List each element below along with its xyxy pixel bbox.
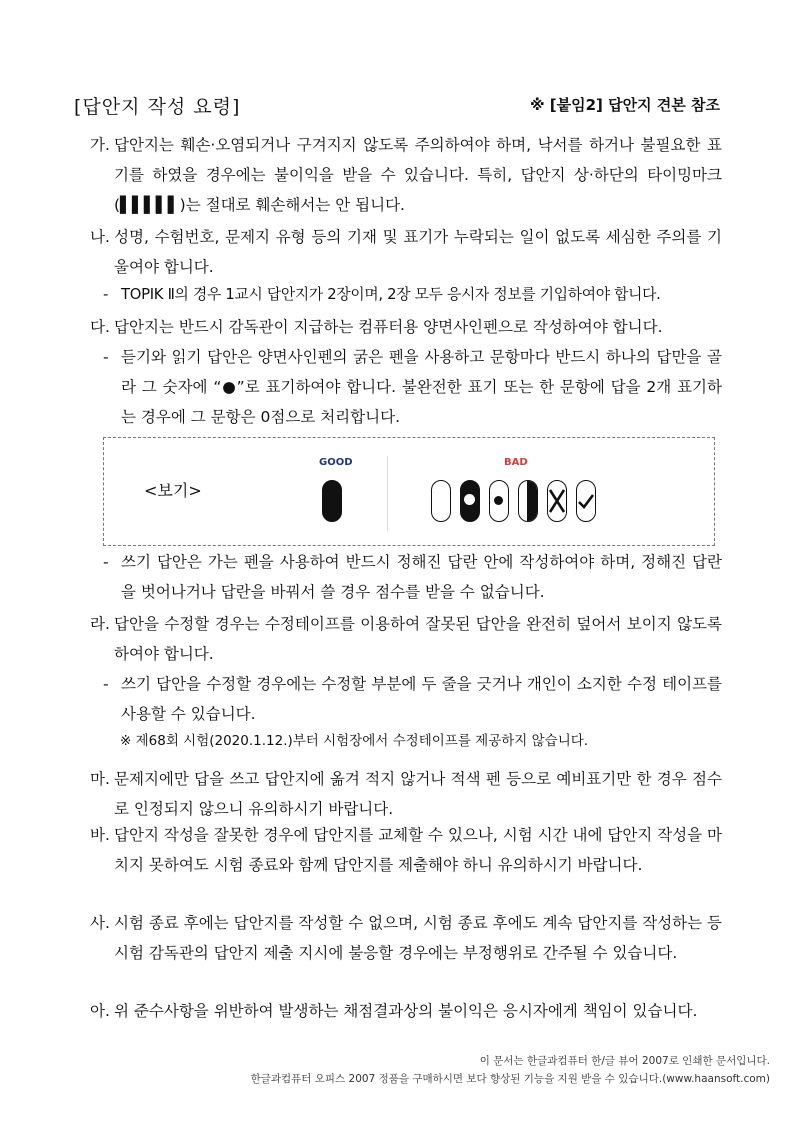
subsection-na (103, 280, 722, 310)
section-ma (90, 764, 722, 824)
section-text: 성명, 수험번호, 문제지 유형 등의 기재 및 표기가 누락되는 일이 없도록 세심한 주의를 기울여야 합니다. (114, 228, 722, 276)
example-box (103, 437, 715, 546)
subsection-ra (103, 669, 722, 729)
section-text: 답안을 수정할 경우는 수정테이프를 이용하여 잘못된 답안을 완전히 덮어서 보이지 않도록 하여야 합니다. (114, 615, 722, 663)
subsection-text: 듣기와 읽기 답안은 양면사인펜의 굵은 펜을 사용하고 문항마다 반드시 하나의 답만을 골라 그 숫자에 “●”로 표기하여야 합니다. 불완전한 표기 또는 한 문항에 답을 2개 표기하는 경우에 그 문항은 0점으로 처리합니다. (121, 348, 722, 426)
footer-line-2: 한글과컴퓨터 오피스 2007 정품을 구매하시면 보다 향상된 기능을 지원 받을 수 있습니다.(www.haansoft.com) (250, 1073, 770, 1085)
section-na (90, 222, 722, 282)
bad-check-mark-oval (576, 480, 596, 522)
section-marker: 나. (90, 228, 110, 246)
bad-x-mark-oval (547, 480, 567, 522)
check-mark-icon (577, 481, 595, 521)
section-text: 시험 종료 후에는 답안지를 작성할 수 없으며, 시험 종료 후에도 계속 답안지를 작성하는 등 시험 감독관의 답안지 제출 지시에 불응할 경우에는 부정행위로 간주될 수 있습니다. (114, 914, 723, 962)
bad-half-filled-oval (518, 480, 538, 522)
notice-note: ※ 제68회 시험(2020.1.12.)부터 시험장에서 수정테이프를 제공하지 않습니다. (120, 733, 589, 749)
reference-note: ※ [붙임2] 답안지 견본 참조 (529, 96, 720, 114)
x-mark-icon (548, 481, 566, 521)
bad-empty-oval (431, 480, 451, 522)
section-marker: 라. (90, 615, 110, 633)
subsection-da-1 (103, 342, 722, 432)
subsection-marker: - (103, 553, 109, 571)
section-marker: 다. (90, 318, 110, 336)
subsection-marker: - (103, 675, 109, 693)
subsection-marker: - (103, 286, 109, 303)
subsection-text: TOPIK Ⅱ의 경우 1교시 답안지가 2장이며, 2장 모두 응시자 정보를 기입하여야 합니다. (121, 286, 661, 303)
good-filled-oval (322, 480, 342, 522)
section-text: 답안지는 훼손·오염되거나 구겨지지 않도록 주의하여야 하며, 낙서를 하거나 불필요한 표기를 하였을 경우에는 불이익을 받을 수 있습니다. 특히, 답안지 상·하단의 타이밍마크(▌▌▌▌▌)는 절대로 훼손해서는 안 됩니다. (114, 136, 722, 214)
bad-small-dot-oval (489, 480, 509, 522)
section-ba (90, 820, 722, 880)
subsection-marker: - (103, 348, 109, 366)
subsection-da-2 (103, 547, 722, 607)
footer-line-1: 이 문서는 한글과컴퓨터 한/글 뷰어 2007로 인쇄한 문서입니다. (479, 1055, 770, 1067)
section-text: 답안지 작성을 잘못한 경우에 답안지를 교체할 수 있으나, 시험 시간 내에 답안지 작성을 마치지 못하여도 시험 종료와 함께 답안지를 제출해야 하니 유의하시기 바랍니다. (114, 826, 723, 874)
good-label: GOOD (319, 457, 353, 468)
section-text: 답안지는 반드시 감독관이 지급하는 컴퓨터용 양면사인펜으로 작성하여야 합니다. (114, 318, 663, 336)
subsection-text: 쓰기 답안은 가는 펜을 사용하여 반드시 정해진 답란 안에 작성하여야 하며, 정해진 답란을 벗어나거나 답란을 바꿔서 쓸 경우 점수를 받을 수 없습니다. (121, 553, 722, 601)
section-marker: 사. (90, 914, 110, 932)
section-ra (90, 609, 722, 669)
subsection-text: 쓰기 답안을 수정할 경우에는 수정할 부분에 두 줄을 긋거나 개인이 소지한 수정 테이프를 사용할 수 있습니다. (121, 675, 722, 723)
section-marker: 바. (90, 826, 110, 844)
bad-ring-oval (460, 480, 480, 522)
section-text: 문제지에만 답을 쓰고 답안지에 옮겨 적지 않거나 적색 펜 등으로 예비표기만 한 경우 점수로 인정되지 않으니 유의하시기 바랍니다. (114, 770, 722, 818)
bad-label: BAD (504, 457, 528, 468)
section-marker: 가. (90, 136, 110, 154)
section-sa (90, 908, 722, 968)
section-a (90, 996, 722, 1026)
section-marker: 아. (90, 1002, 110, 1020)
section-text: 위 준수사항을 위반하여 발생하는 채점결과상의 불이익은 응시자에게 책임이 있습니다. (114, 1002, 698, 1020)
section-marker: 마. (90, 770, 110, 788)
page-title: [답안지 작성 요령] (74, 96, 241, 118)
example-label: <보기> (144, 481, 202, 500)
section-da (90, 312, 722, 342)
section-ga (90, 130, 722, 220)
divider (387, 456, 388, 531)
